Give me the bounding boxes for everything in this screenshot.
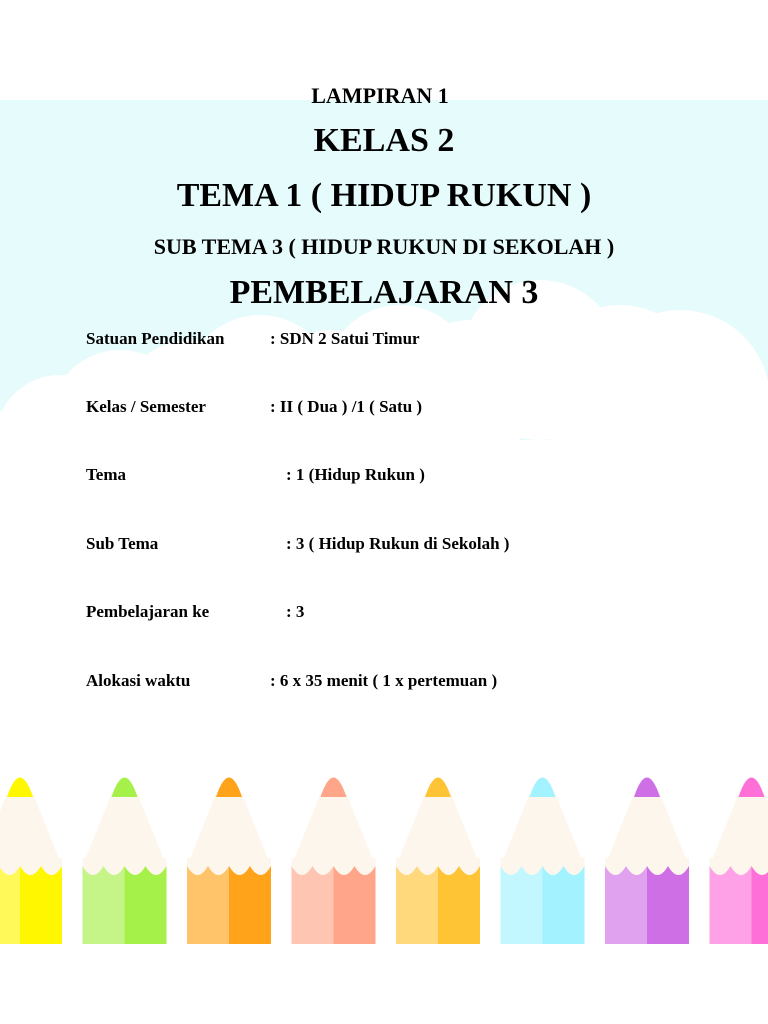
info-label: Tema xyxy=(86,465,126,484)
pembelajaran-heading: PEMBELAJARAN 3 xyxy=(229,274,539,311)
pencil-4 xyxy=(292,778,376,945)
pencil-body-edge xyxy=(679,866,689,944)
info-value: : SDN 2 Satui Timur xyxy=(270,329,420,348)
pencil-wood-cone xyxy=(605,794,689,866)
pencil-tip xyxy=(216,778,242,798)
info-label: Pembelajaran ke xyxy=(86,602,210,621)
pencil-tip xyxy=(425,778,451,798)
pencil-tip xyxy=(739,778,765,798)
pencil-2 xyxy=(83,778,167,945)
info-row-satuan-pendidikan xyxy=(0,329,768,353)
pencil-wood-cone xyxy=(187,794,271,866)
pencil-3 xyxy=(187,778,271,945)
pencil-wood-cone xyxy=(83,794,167,866)
info-label: Sub Tema xyxy=(86,534,159,553)
pencil-7 xyxy=(605,778,689,945)
pencil-body-edge xyxy=(52,866,62,944)
info-row-kelas-semester xyxy=(0,397,768,421)
pencil-body-edge xyxy=(470,866,480,944)
pencil-row xyxy=(0,778,768,945)
info-value: : 3 ( Hidup Rukun di Sekolah ) xyxy=(286,534,510,553)
sub-tema-heading: SUB TEMA 3 ( HIDUP RUKUN DI SEKOLAH ) xyxy=(153,234,615,259)
pencil-tip xyxy=(321,778,347,798)
pencil-wood-cone xyxy=(710,794,768,866)
pencil-wood-cone xyxy=(396,794,480,866)
info-value: : II ( Dua ) /1 ( Satu ) xyxy=(270,397,423,416)
pencil-6 xyxy=(501,778,585,945)
pencil-tip xyxy=(530,778,556,798)
info-value: : 6 x 35 menit ( 1 x pertemuan ) xyxy=(270,671,498,690)
pencil-tip xyxy=(112,778,138,798)
info-label: Alokasi waktu xyxy=(86,671,191,690)
pencil-body-edge xyxy=(157,866,167,944)
info-value: : 1 (Hidup Rukun ) xyxy=(286,465,425,484)
pencil-8 xyxy=(710,778,768,945)
lampiran-heading: LAMPIRAN 1 xyxy=(311,83,449,108)
tema-heading: TEMA 1 ( HIDUP RUKUN ) xyxy=(176,177,592,214)
info-label: Satuan Pendidikan xyxy=(86,329,225,348)
pencil-tip xyxy=(634,778,660,798)
pencil-wood-scallop xyxy=(0,858,62,875)
pencil-wood-scallop xyxy=(710,858,768,875)
info-row-tema xyxy=(0,465,768,489)
pencil-body-edge xyxy=(575,866,585,944)
info-row-sub-tema xyxy=(0,534,768,558)
info-value: : 3 xyxy=(286,602,305,621)
info-row-alokasi-waktu xyxy=(0,671,768,695)
pencil-5 xyxy=(396,778,480,945)
kelas-heading: KELAS 2 xyxy=(313,122,455,159)
pencil-wood-cone xyxy=(0,794,62,866)
pencil-body-edge xyxy=(366,866,376,944)
pencil-1 xyxy=(0,778,62,945)
pencil-body-color xyxy=(752,866,768,944)
pencil-wood-cone xyxy=(292,794,376,866)
info-label: Kelas / Semester xyxy=(86,397,206,416)
pencil-tip xyxy=(7,778,33,798)
info-row-pembelajaran-ke xyxy=(0,602,768,626)
pencil-body-edge xyxy=(261,866,271,944)
pencil-wood-cone xyxy=(501,794,585,866)
